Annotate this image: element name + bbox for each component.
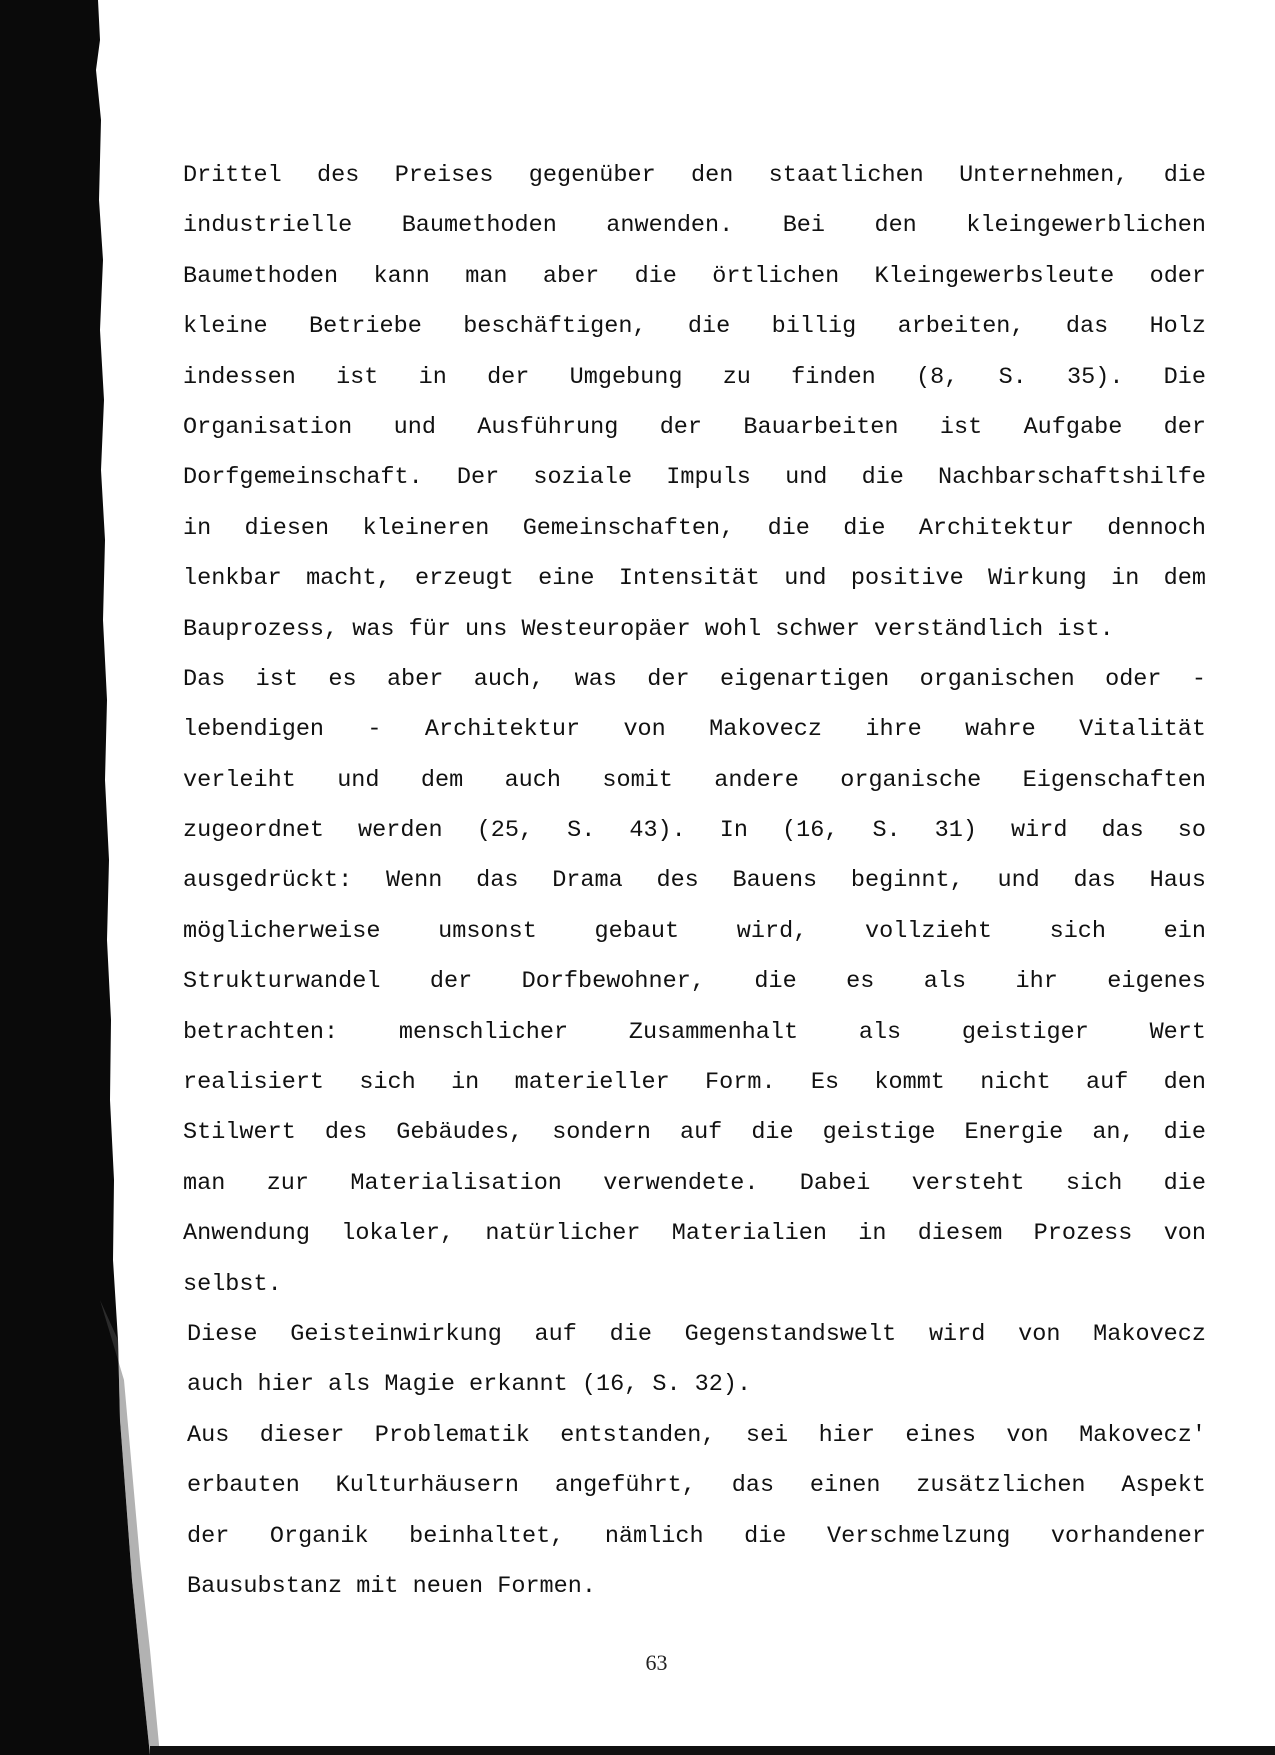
text-line: ausgedrückt: Wenn das Drama des Bauens beginnt, und das Haus bbox=[183, 867, 1206, 895]
page-number: 63 bbox=[645, 1650, 668, 1675]
text-line: der Organik beinhaltet, nämlich die Verschmelzung vorhandener bbox=[187, 1522, 1206, 1550]
text-line: in diesen kleineren Gemeinschaften, die die Architektur dennoch bbox=[183, 514, 1206, 542]
scan-bottom-edge bbox=[150, 1746, 1275, 1755]
scan-binding-shadow bbox=[0, 0, 160, 1755]
text-line: indessen ist in der Umgebung zu finden (8, S. 35). Die bbox=[183, 363, 1206, 391]
text-line: kleine Betriebe beschäftigen, die billig arbeiten, das Holz bbox=[183, 313, 1206, 341]
text-line: Dorfgemeinschaft. Der soziale Impuls und die Nachbarschaftshilfe bbox=[183, 464, 1206, 492]
text-line: Bauprozess, was für uns Westeuropäer wohl schwer verständlich ist. bbox=[183, 615, 1114, 643]
text-line: Anwendung lokaler, natürlicher Materialien in diesem Prozess von bbox=[183, 1220, 1206, 1248]
text-line: erbauten Kulturhäusern angeführt, das einen zusätzlichen Aspekt bbox=[187, 1472, 1206, 1500]
body-text bbox=[183, 151, 1206, 1612]
text-line: verleiht und dem auch somit andere organische Eigenschaften bbox=[183, 766, 1206, 794]
text-line: Baumethoden kann man aber die örtlichen Kleingewerbsleute oder bbox=[183, 262, 1206, 290]
text-line: Strukturwandel der Dorfbewohner, die es als ihr eigenes bbox=[183, 968, 1206, 996]
text-line: Aus dieser Problematik entstanden, sei hier eines von Makovecz' bbox=[187, 1421, 1206, 1449]
text-line: lebendigen - Architektur von Makovecz ihre wahre Vitalität bbox=[183, 716, 1206, 744]
text-line: Das ist es aber auch, was der eigenartigen organischen oder - bbox=[183, 665, 1206, 693]
text-line: betrachten: menschlicher Zusammenhalt als geistiger Wert bbox=[183, 1018, 1206, 1046]
text-line: Bausubstanz mit neuen Formen. bbox=[187, 1572, 596, 1600]
text-line: auch hier als Magie erkannt (16, S. 32). bbox=[187, 1371, 752, 1399]
text-line: Organisation und Ausführung der Bauarbeiten ist Aufgabe der bbox=[183, 413, 1206, 441]
text-line: industrielle Baumethoden anwenden. Bei den kleingewerblichen bbox=[183, 212, 1206, 240]
text-line: man zur Materialisation verwendete. Dabei versteht sich die bbox=[183, 1169, 1206, 1197]
text-line: zugeordnet werden (25, S. 43). In (16, S. 31) wird das so bbox=[183, 817, 1206, 845]
text-line: realisiert sich in materieller Form. Es kommt nicht auf den bbox=[183, 1069, 1206, 1097]
text-line: Diese Geisteinwirkung auf die Gegenstandswelt wird von Makovecz bbox=[187, 1320, 1206, 1348]
text-line: Drittel des Preises gegenüber den staatlichen Unternehmen, die bbox=[183, 162, 1206, 189]
text-line: lenkbar macht, erzeugt eine Intensität und positive Wirkung in dem bbox=[183, 565, 1206, 593]
text-line: Stilwert des Gebäudes, sondern auf die geistige Energie an, die bbox=[183, 1119, 1206, 1147]
text-line: möglicherweise umsonst gebaut wird, vollzieht sich ein bbox=[183, 917, 1206, 945]
text-line: selbst. bbox=[183, 1270, 282, 1298]
